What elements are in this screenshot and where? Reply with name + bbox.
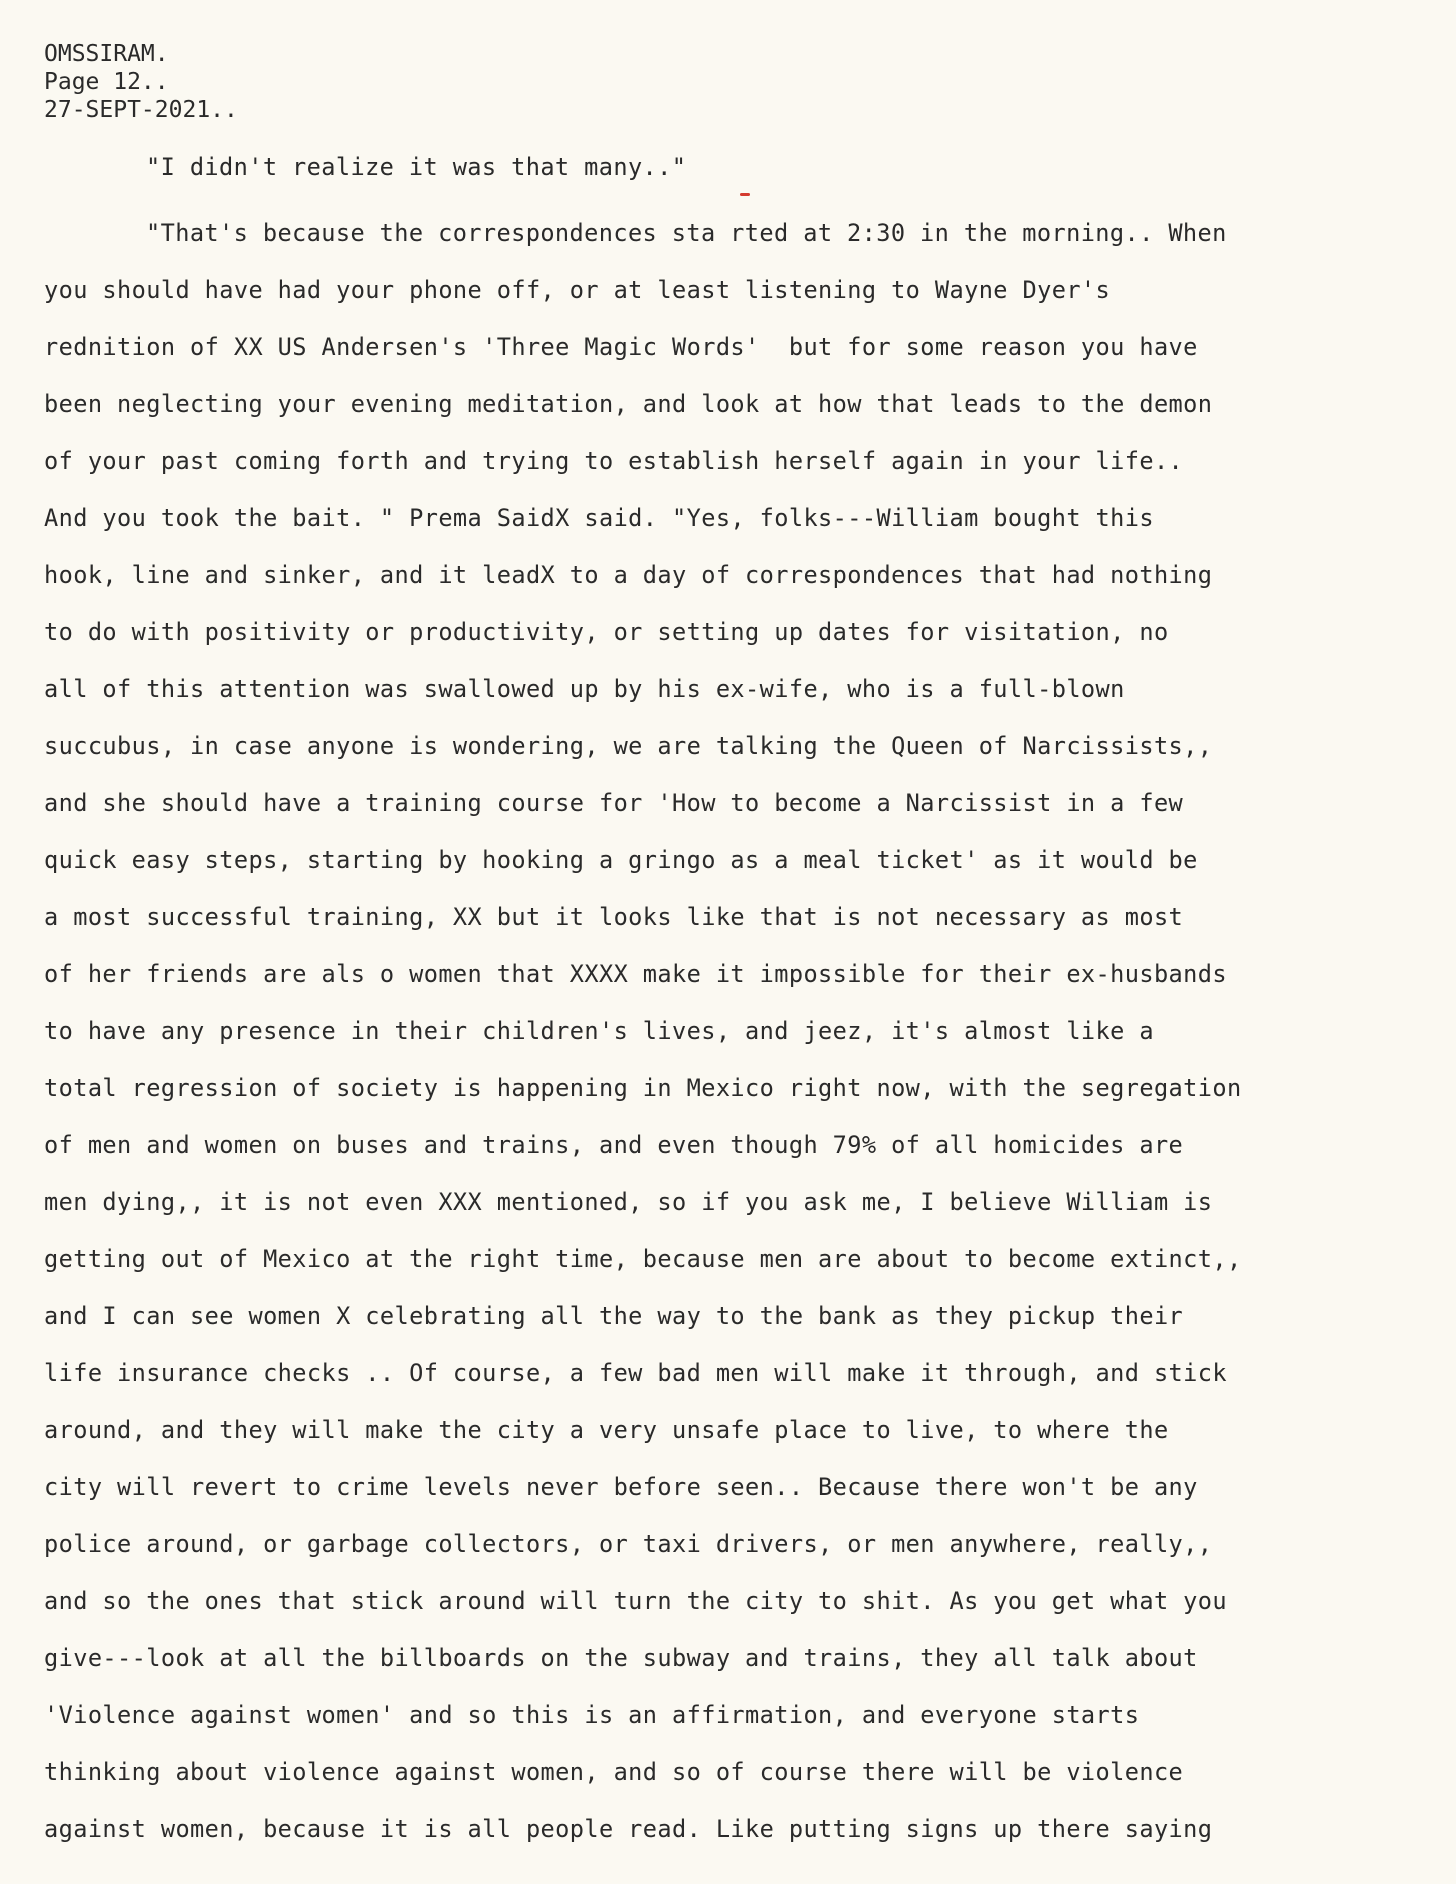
text-line: been neglecting your evening meditation, and look at how that leads to the demon <box>44 390 1213 418</box>
page-number: Page 12.. <box>44 69 169 95</box>
text-line: all of this attention was swallowed up by his ex-wife, who is a full-blown <box>44 675 1125 703</box>
text-line: around, and they will make the city a very unsafe place to live, to where the <box>44 1416 1169 1444</box>
text-line: to do with positivity or productivity, or setting up dates for visitation, no <box>44 618 1169 646</box>
text-line: and she should have a training course for 'How to become a Narcissist in a few <box>44 789 1184 817</box>
text-line: total regression of society is happening in Mexico right now, with the segregation <box>44 1074 1242 1102</box>
text-line: police around, or garbage collectors, or taxi drivers, or men anywhere, really,, <box>44 1530 1213 1558</box>
text-line: men dying,, it is not even XXX mentioned, so if you ask me, I believe William is <box>44 1188 1213 1216</box>
document-title: OMSSIRAM. <box>44 41 169 67</box>
text-line: hook, line and sinker, and it leadX to a day of correspondences that had nothing <box>44 561 1213 589</box>
text-line: you should have had your phone off, or at least listening to Wayne Dyer's <box>44 276 1111 304</box>
text-line: against women, because it is all people read. Like putting signs up there saying <box>44 1815 1213 1843</box>
text-line: getting out of Mexico at the right time, because men are about to become extinct,, <box>44 1245 1242 1273</box>
text-line: to have any presence in their children's lives, and jeez, it's almost like a <box>44 1017 1154 1045</box>
text-line: life insurance checks .. Of course, a few bad men will make it through, and stick <box>44 1359 1227 1387</box>
text-line: give---look at all the billboards on the subway and trains, they all talk about <box>44 1644 1198 1672</box>
text-line: thinking about violence against women, and so of course there will be violence <box>44 1758 1184 1786</box>
text-line: And you took the bait. " Prema SaidX said. "Yes, folks---William bought this <box>44 504 1154 532</box>
text-line: of men and women on buses and trains, and even though 79% of all homicides are <box>44 1131 1184 1159</box>
text-line: "That's because the correspondences sta rted at 2:30 in the morning.. When <box>146 219 1227 247</box>
text-line: quick easy steps, starting by hooking a gringo as a meal ticket' as it would be <box>44 846 1198 874</box>
text-line: rednition of XX US Andersen's 'Three Magic Words' but for some reason you have <box>44 333 1198 361</box>
text-line: a most successful training, XX but it looks like that is not necessary as most <box>44 903 1184 931</box>
text-line: succubus, in case anyone is wondering, we are talking the Queen of Narcissists,, <box>44 732 1213 760</box>
text-line: of her friends are als o women that XXXX make it impossible for their ex-husbands <box>44 960 1227 988</box>
body-text <box>44 150 1434 1858</box>
text-line: and so the ones that stick around will turn the city to shit. As you get what you <box>44 1587 1227 1615</box>
page-header <box>44 40 238 124</box>
document-date: 27-SEPT-2021.. <box>44 97 238 123</box>
text-line: of your past coming forth and trying to establish herself again in your life.. <box>44 447 1184 475</box>
text-line: city will revert to crime levels never before seen.. Because there won't be any <box>44 1473 1198 1501</box>
text-line: "I didn't realize it was that many.." <box>146 153 687 181</box>
text-line: and I can see women X celebrating all the way to the bank as they pickup their <box>44 1302 1184 1330</box>
text-line: 'Violence against women' and so this is an affirmation, and everyone starts <box>44 1701 1140 1729</box>
